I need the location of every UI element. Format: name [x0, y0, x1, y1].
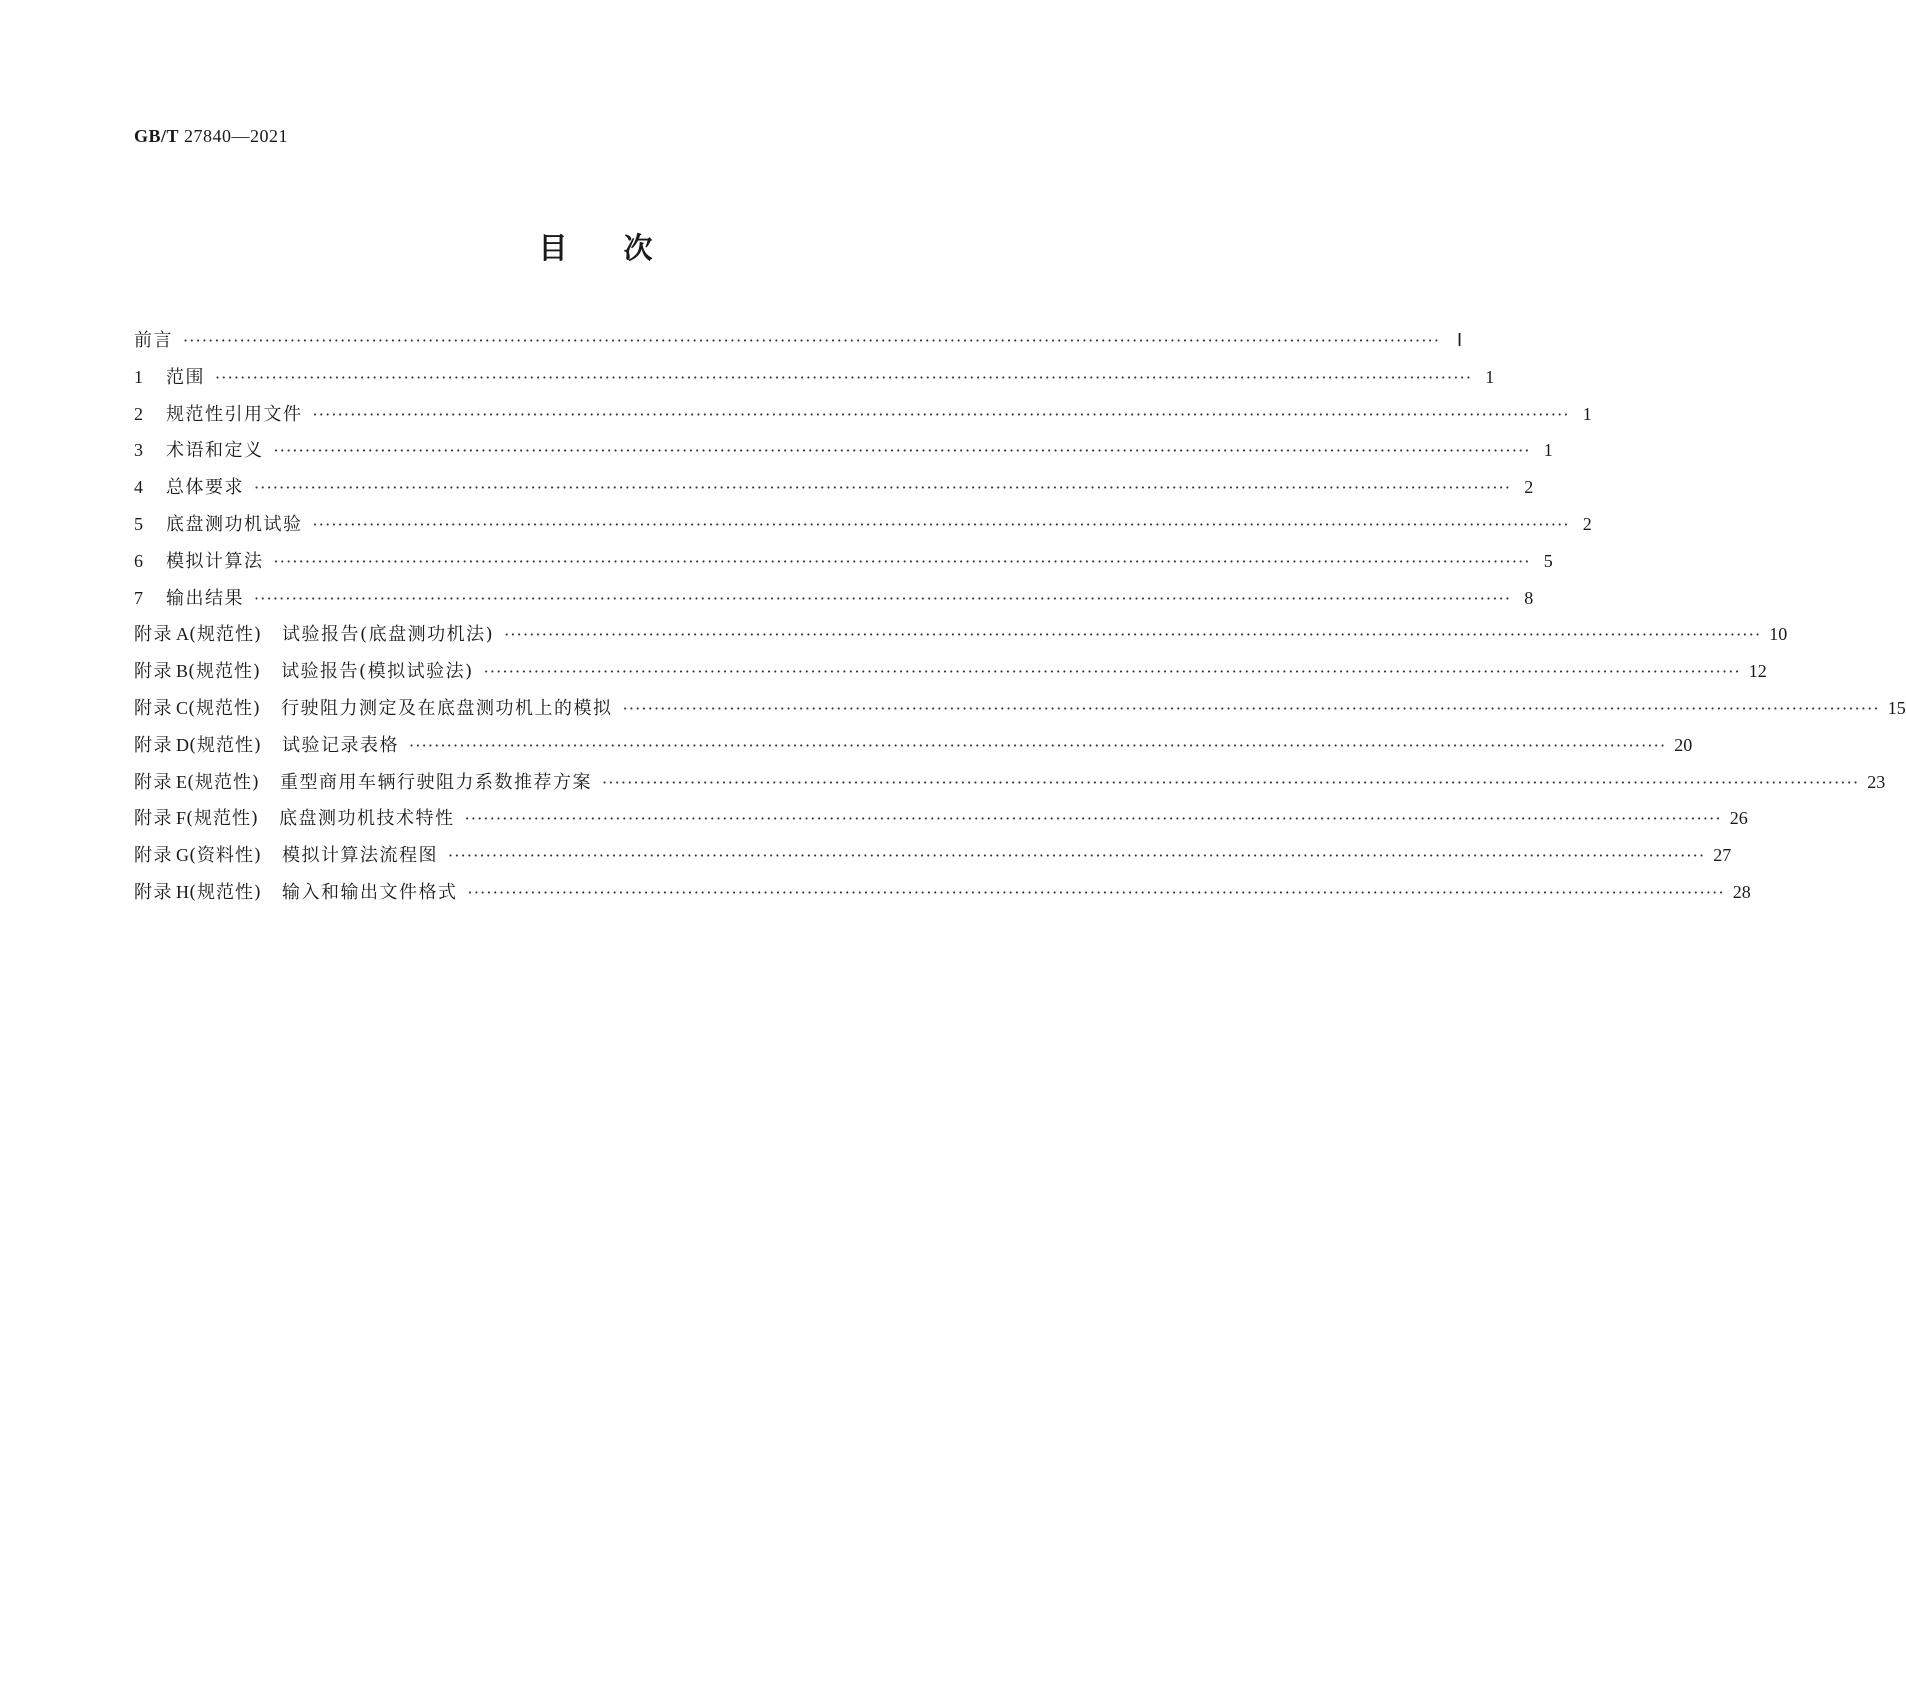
- dot-leader: ········································································································································································································: [273, 551, 1531, 571]
- dot-leader: ········································································································································································································: [312, 404, 1570, 424]
- appendix-letter: E: [176, 771, 187, 792]
- appendix-letter: C: [176, 697, 189, 718]
- toc-page-number: 1: [1582, 403, 1592, 424]
- dot-leader: ········································································································································································································: [273, 441, 1531, 461]
- toc-entry-appendix-f[interactable]: [134, 804, 1748, 841]
- appendix-title: 试验报告(底盘测功机法): [282, 624, 495, 646]
- toc-entry-text: 规范性引用文件: [166, 403, 303, 425]
- page-title: 目次: [538, 231, 709, 265]
- toc-page-number: 15: [1887, 697, 1906, 718]
- toc-entry-text: 输出结果: [166, 587, 244, 609]
- dot-leader: ········································································································································································································: [622, 698, 1880, 718]
- appendix-prefix: 附录: [134, 661, 173, 683]
- appendix-letter: G: [176, 845, 189, 866]
- appendix-title: 试验报告(模拟试验法): [281, 661, 474, 683]
- dot-leader: ········································································································································································································: [254, 478, 1512, 498]
- toc-entry-preface[interactable]: [134, 326, 1463, 363]
- appendix-title: 模拟计算法流程图: [282, 845, 439, 867]
- dot-leader: ········································································································································································································: [215, 367, 1473, 387]
- toc-entry-title: [134, 436, 264, 462]
- toc-page-number: 8: [1524, 587, 1534, 608]
- appendix-type: (规范性): [189, 734, 263, 756]
- toc-page-number: 2: [1582, 513, 1592, 534]
- toc-entry-title: [134, 768, 592, 794]
- appendix-type: (资料性): [189, 845, 263, 867]
- appendix-letter: A: [176, 624, 189, 645]
- appendix-title: 重型商用车辆行驶阻力系数推荐方案: [280, 771, 593, 793]
- dot-leader: ········································································································································································································: [504, 625, 1762, 645]
- table-of-contents: [134, 326, 1906, 915]
- toc-entry-title: [134, 694, 613, 720]
- dot-leader: ········································································································································································································: [254, 588, 1512, 608]
- toc-page-number: 1: [1485, 366, 1495, 387]
- toc-entry-title: [134, 657, 474, 683]
- appendix-prefix: 附录: [134, 624, 173, 646]
- toc-page-number: 23: [1867, 771, 1886, 792]
- toc-page-number: 28: [1732, 881, 1751, 902]
- appendix-type: (规范性): [189, 881, 263, 903]
- standard-prefix: GB/T: [134, 126, 180, 146]
- toc-page-number: 2: [1524, 477, 1534, 498]
- toc-entry-appendix-e[interactable]: [134, 768, 1886, 805]
- toc-entry-text: 范围: [166, 366, 205, 388]
- appendix-title: 试验记录表格: [282, 734, 400, 756]
- standard-code: [134, 126, 288, 147]
- toc-page-number: 26: [1729, 808, 1748, 829]
- appendix-type: (规范性): [186, 808, 260, 830]
- toc-entry-chapter-6[interactable]: [134, 547, 1553, 584]
- toc-entry-appendix-c[interactable]: [134, 694, 1906, 731]
- toc-entry-title: [134, 473, 244, 499]
- appendix-letter: F: [176, 808, 187, 829]
- toc-entry-title: [134, 620, 494, 646]
- toc-entry-title: [134, 400, 303, 426]
- toc-page-number: 12: [1748, 661, 1767, 682]
- appendix-title: 输入和输出文件格式: [282, 881, 458, 903]
- toc-entry-number: 2: [134, 403, 143, 424]
- toc-page-number: Ⅰ: [1456, 330, 1463, 350]
- toc-entry-title: 前言: [134, 330, 173, 351]
- appendix-prefix: 附录: [134, 771, 173, 793]
- toc-entry-chapter-5[interactable]: [134, 510, 1592, 547]
- toc-entry-chapter-7[interactable]: [134, 584, 1534, 621]
- toc-entry-number: 3: [134, 440, 143, 461]
- dot-leader: ········································································································································································································: [409, 735, 1667, 755]
- toc-page-number: 5: [1543, 550, 1553, 571]
- toc-entry-number: 6: [134, 550, 143, 571]
- appendix-type: (规范性): [188, 697, 262, 719]
- toc-entry-text: 底盘测功机试验: [166, 513, 303, 535]
- toc-entry-text: 术语和定义: [166, 440, 264, 462]
- appendix-title: 底盘测功机技术特性: [279, 808, 455, 830]
- toc-entry-title: [134, 841, 438, 867]
- toc-entry-appendix-d[interactable]: [134, 731, 1693, 768]
- toc-entry-appendix-a[interactable]: [134, 620, 1788, 657]
- dot-leader: ········································································································································································································: [464, 809, 1722, 829]
- appendix-type: (规范性): [188, 661, 262, 683]
- appendix-title: 行驶阻力测定及在底盘测功机上的模拟: [281, 697, 613, 719]
- toc-page-number: 1: [1543, 440, 1553, 461]
- toc-entry-title: [134, 804, 455, 830]
- toc-page-number: 10: [1769, 624, 1788, 645]
- toc-page-number: 27: [1713, 845, 1732, 866]
- toc-entry-chapter-1[interactable]: [134, 363, 1495, 400]
- appendix-letter: H: [176, 881, 189, 902]
- appendix-prefix: 附录: [134, 881, 173, 903]
- appendix-prefix: 附录: [134, 734, 173, 756]
- toc-entry-title: [134, 510, 303, 536]
- toc-entry-number: 4: [134, 477, 143, 498]
- toc-entry-chapter-4[interactable]: [134, 473, 1534, 510]
- toc-entry-chapter-2[interactable]: [134, 400, 1592, 437]
- toc-entry-title: [134, 878, 458, 904]
- toc-entry-appendix-b[interactable]: [134, 657, 1767, 694]
- dot-leader: ········································································································································································································: [448, 846, 1706, 866]
- appendix-letter: D: [176, 734, 189, 755]
- toc-page-number: 20: [1674, 734, 1693, 755]
- toc-entry-title: [134, 584, 244, 610]
- toc-entry-appendix-g[interactable]: [134, 841, 1732, 878]
- toc-entry-title: [134, 731, 399, 757]
- toc-entry-number: 7: [134, 587, 143, 608]
- toc-entry-number: 1: [134, 366, 143, 387]
- toc-entry-appendix-h[interactable]: [134, 878, 1751, 915]
- appendix-prefix: 附录: [134, 845, 173, 867]
- dot-leader: ········································································································································································································: [483, 662, 1741, 682]
- dot-leader: ········································································································································································································: [312, 514, 1570, 534]
- appendix-type: (规范性): [189, 624, 263, 646]
- toc-entry-number: 5: [134, 513, 143, 534]
- dot-leader: ········································································································································································································: [183, 331, 1441, 350]
- appendix-type: (规范性): [187, 771, 261, 793]
- toc-entry-text: 模拟计算法: [166, 550, 264, 572]
- appendix-prefix: 附录: [134, 697, 173, 719]
- standard-number: 27840—2021: [184, 126, 289, 146]
- dot-leader: ········································································································································································································: [602, 772, 1860, 792]
- dot-leader: ········································································································································································································: [467, 882, 1725, 902]
- appendix-letter: B: [176, 661, 189, 682]
- toc-entry-title: [134, 547, 264, 573]
- toc-entry-title: [134, 363, 205, 389]
- toc-entry-chapter-3[interactable]: [134, 436, 1553, 473]
- appendix-prefix: 附录: [134, 808, 173, 830]
- toc-entry-text: 总体要求: [166, 477, 244, 499]
